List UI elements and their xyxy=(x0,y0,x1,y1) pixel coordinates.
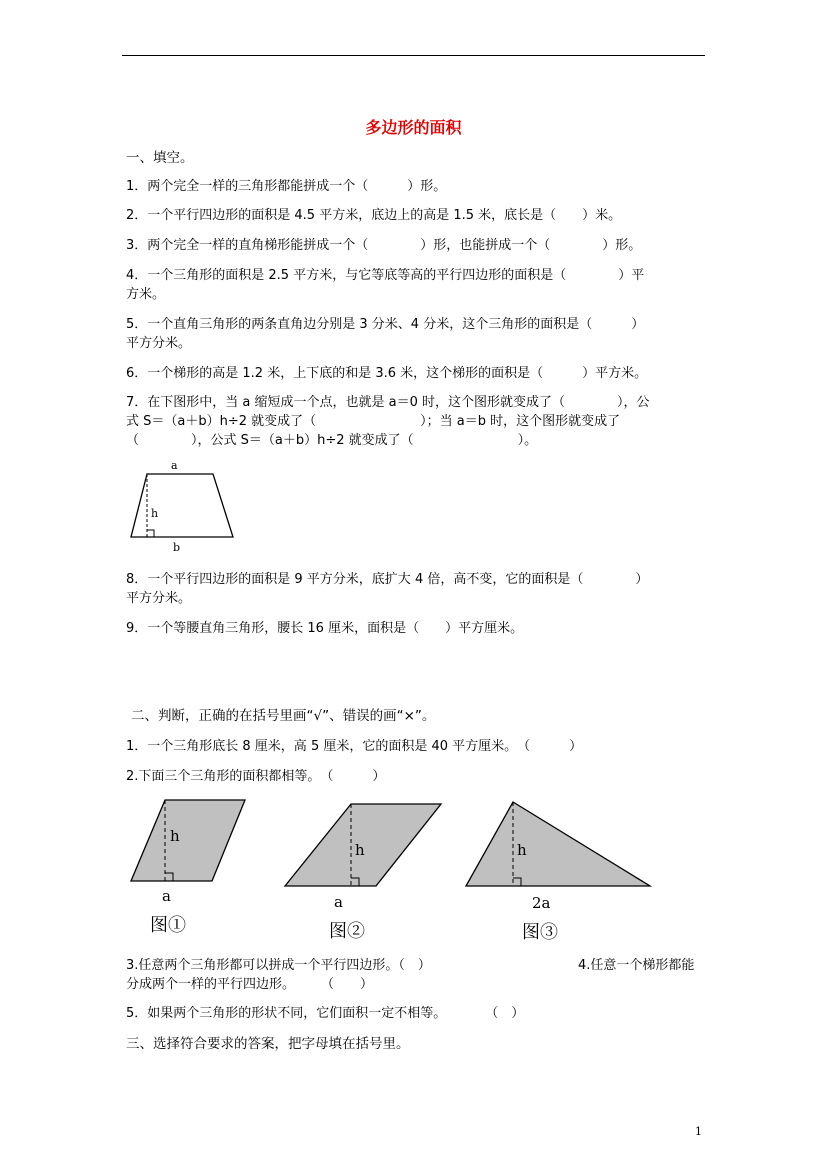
question-1-9: 9．一个等腰直角三角形，腰长 16 厘米，面积是（ ）平方厘米。 xyxy=(126,621,524,636)
trapezoid-figure xyxy=(125,455,245,559)
question-2-2: 2.下面三个三角形的面积都相等。 （ ） xyxy=(126,769,386,784)
trapezoid-label-a: a xyxy=(171,459,178,472)
question-1-8-line2: 平方分米。 xyxy=(126,591,192,606)
figure-1 xyxy=(131,800,245,936)
question-1-5-line2: 平方分米。 xyxy=(126,336,192,351)
question-2-3: 3.任意两个三角形都可以拼成一个平行四边形。（ ） xyxy=(126,958,431,973)
question-1-7-line1: 7．在下图形中，当 a 缩短成一个点，也就是 a＝0 时，这个图形就变成了（ ），公 xyxy=(126,395,650,410)
question-1-2: 2．一个平行四边形的面积是 4.5 平方米，底边上的高是 1.5 米，底长是（ ）米。 xyxy=(126,208,622,223)
figure-3 xyxy=(466,802,650,943)
figure-2-caption: 图② xyxy=(329,921,365,942)
header-rule xyxy=(122,55,705,56)
page-number: 1 xyxy=(695,1125,702,1138)
trapezoid-label-h: h xyxy=(151,507,159,520)
question-2-4-line2: 分成两个一样的平行四边形。 （ ） xyxy=(126,977,374,992)
comparison-figures xyxy=(120,795,660,950)
figure-1-label-h: h xyxy=(170,827,180,845)
figure-2 xyxy=(285,804,441,942)
question-1-1: 1．两个完全一样的三角形都能拼成一个（ ）形。 xyxy=(126,179,447,194)
section-3-heading: 三、选择符合要求的答案，把字母填在括号里。 xyxy=(126,1036,410,1052)
figure-1-label-base: a xyxy=(162,887,171,905)
question-1-8-line1: 8．一个平行四边形的面积是 9 平方分米，底扩大 4 倍，高不变，它的面积是（ ） xyxy=(126,572,649,587)
section-2-heading: 二、判断，正确的在括号里画“√”、错误的画“×”。 xyxy=(131,708,436,724)
figure-3-shape xyxy=(466,802,650,886)
page-title: 多边形的面积 xyxy=(365,118,462,137)
question-1-6: 6．一个梯形的高是 1.2 米，上下底的和是 3.6 米，这个梯形的面积是（ ）平方米。 xyxy=(126,366,648,381)
figure-3-caption: 图③ xyxy=(522,922,558,943)
question-1-4-line2: 方米。 xyxy=(126,287,166,302)
figure-3-label-base: 2a xyxy=(532,894,551,912)
question-2-1: 1．一个三角形底长 8 厘米，高 5 厘米，它的面积是 40 平方厘米。 （ ） xyxy=(126,739,583,754)
figure-1-shape xyxy=(131,800,245,881)
right-angle-mark xyxy=(147,530,154,537)
question-1-4-line1: 4．一个三角形的面积是 2.5 平方米，与它等底等高的平行四边形的面积是（ ）平 xyxy=(126,268,645,283)
figure-3-label-h: h xyxy=(517,841,527,859)
figure-1-caption: 图① xyxy=(150,915,186,936)
trapezoid-shape xyxy=(131,474,233,537)
question-1-7-line3: （ ），公式 S＝（a＋b）h÷2 就变成了（ ）。 xyxy=(126,433,538,448)
figure-2-label-h: h xyxy=(355,841,365,859)
question-1-3: 3．两个完全一样的直角梯形能拼成一个（ ）形，也能拼成一个（ ）形。 xyxy=(126,238,642,253)
question-2-5: 5．如果两个三角形的形状不同，它们面积一定不相等。 （ ） xyxy=(126,1006,525,1021)
trapezoid-label-b: b xyxy=(173,541,181,554)
figure-2-label-base: a xyxy=(334,893,343,911)
section-1-heading: 一、填空。 xyxy=(126,150,194,166)
question-1-5-line1: 5．一个直角三角形的两条直角边分别是 3 分米、4 分米，这个三角形的面积是（ ） xyxy=(126,317,645,332)
question-2-4-part1: 4.任意一个梯形都能 xyxy=(578,958,695,973)
question-1-7-line2: 式 S＝（a＋b）h÷2 就变成了（ ）；当 a＝b 时，这个图形就变成了 xyxy=(126,414,621,429)
